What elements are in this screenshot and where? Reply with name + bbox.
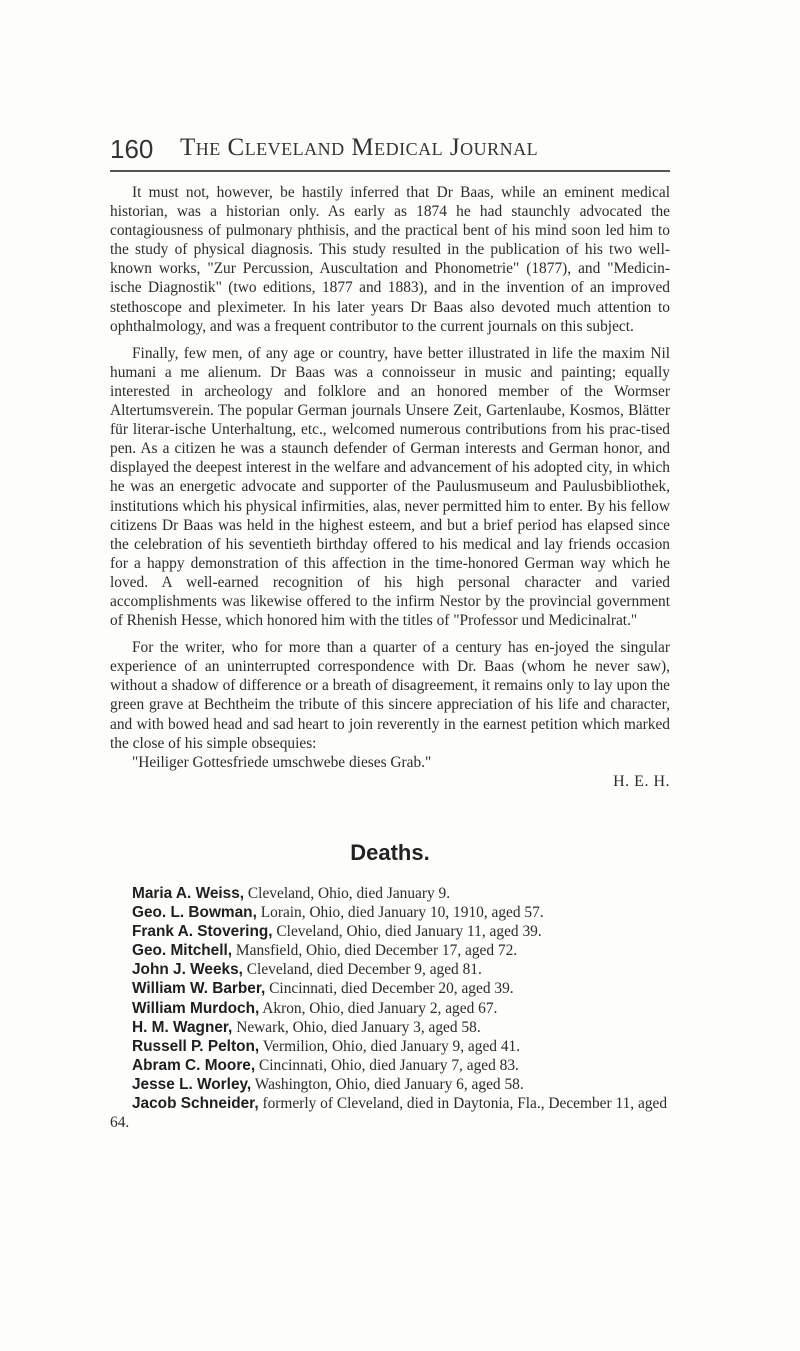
death-details: Vermilion, Ohio, died January 9, aged 41. <box>262 1037 521 1055</box>
death-entry <box>110 960 670 979</box>
deceased-name: Maria A. Weiss, <box>132 885 245 902</box>
death-entry <box>110 1018 670 1037</box>
death-entry <box>110 1056 670 1075</box>
death-entry <box>110 1094 670 1132</box>
death-details: Cincinnati, died December 20, aged 39. <box>269 980 514 998</box>
death-details: Cleveland, died December 9, aged 81. <box>246 961 482 979</box>
deaths-list <box>110 884 670 1132</box>
deceased-name: Geo. L. Bowman, <box>132 904 257 922</box>
journal-title: The Cleveland Medical Journal <box>180 134 539 161</box>
deceased-name: Frank A. Stovering, <box>132 923 273 941</box>
death-details: Cincinnati, Ohio, died January 7, aged 83. <box>259 1056 519 1074</box>
obituary-article <box>110 183 670 799</box>
deceased-name: Abram C. Moore, <box>132 1056 256 1074</box>
deceased-name: William W. Barber, <box>132 980 266 998</box>
deceased-name: Jacob Schneider, <box>132 1095 259 1113</box>
deceased-name: Jesse L. Worley, <box>132 1075 252 1093</box>
closing-quote: "Heiliger Gottesfriede umschwebe dieses Grab." <box>132 753 432 771</box>
death-entry <box>110 884 670 903</box>
death-entry <box>110 941 670 960</box>
death-entry <box>110 979 670 998</box>
deceased-name: William Murdoch, <box>132 999 260 1017</box>
death-details: Cleveland, Ohio, died January 9. <box>247 885 451 902</box>
deaths-heading: Deaths. <box>350 840 430 865</box>
death-entry <box>110 999 670 1018</box>
author-signature: H. E. H. <box>613 772 670 790</box>
death-entry <box>110 1075 670 1094</box>
deceased-name: H. M. Wagner, <box>132 1018 233 1036</box>
deceased-name: John J. Weeks, <box>132 961 243 979</box>
death-details: Newark, Ohio, died January 3, aged 58. <box>236 1018 481 1036</box>
deceased-name: Geo. Mitchell, <box>132 942 233 960</box>
death-entry <box>110 1037 670 1056</box>
death-details: Lorain, Ohio, died January 10, 1910, aged 57. <box>260 904 544 922</box>
deceased-name: Russell P. Pelton, <box>132 1037 260 1055</box>
death-details: Cleveland, Ohio, died January 11, aged 39. <box>276 923 542 941</box>
death-details: formerly of Cleveland, died in Daytonia, Fla., December 11, aged 64. <box>110 1095 668 1132</box>
page-number: 160 <box>110 134 154 164</box>
article-paragraph: It must not, however, be hastily inferred that Dr Baas, while an eminent medical historian, was a historian only. As early as 1874 he had staunchly advocated the contagiousness of pulmonary phthisis, and the practical bent of his mind soon led him to the study of physical diagnosis. This study resulted in the publication of his two well-known works, "Zur Percussion, Auscultation and Phonometrie" (1877), and "Medicin-ische Diagnostik" (two editions, 1877 and 1883), and in the invention of an improved stethoscope and pleximeter. In his later years Dr Baas also devoted much attention to ophthalmology, and was a frequent contributor to the current journals on this subject. <box>110 184 670 335</box>
death-details: Washington, Ohio, died January 6, aged 58. <box>254 1075 524 1093</box>
death-entry <box>110 922 670 941</box>
death-entry <box>110 903 670 922</box>
death-details: Mansfield, Ohio, died December 17, aged 72. <box>235 942 518 960</box>
article-paragraph: Finally, few men, of any age or country, have better illustrated in life the maxim Nil humani a me alienum. Dr Baas was a connoisseur in music and painting; equally interested in archeology and folklore and an honored member of the Wormser Altertumsverein. The popular German journals Unsere Zeit, Gartenlaube, Kosmos, Blätter für literar-ische Unterhaltung, etc., welcomed numerous contributions from his prac-tised pen. As a citizen he was a staunch defender of German interests and German honor, and displayed the deepest interest in the welfare and advancement of his adopted city, in which he was an energetic advocate and supporter of the Paulusmuseum and Paulusbibliothek, institutions which his physical infirmities, alas, never permitted him to enter. By his fellow citizens Dr Baas was held in the highest esteem, and but a brief period has elapsed since the celebration of his seventieth birthday offered to his medical and lay friends occasion for a happy demonstration of this affection in the time-honored German way which he loved. A well-earned recognition of his high personal character and varied accomplishments was likewise offered to the infirm Nestor by the provincial government of Rhenish Hesse, which honored him with the titles of "Professor und Medicinalrat." <box>110 344 670 630</box>
article-paragraph: For the writer, who for more than a quarter of a century has en-joyed the singular experience of an uninterrupted correspondence with Dr. Baas (whom he never saw), without a shadow of difference or a breath of disagreement, it remains only to lay upon the green grave at Bechtheim the tribute of this sincere appreciation of his life and character, and with bowed head and sad heart to join reverently in the earnest petition which marked the close of his simple obsequies: <box>110 639 670 752</box>
running-head <box>110 130 670 172</box>
death-details: Akron, Ohio, died January 2, aged 67. <box>262 999 498 1017</box>
